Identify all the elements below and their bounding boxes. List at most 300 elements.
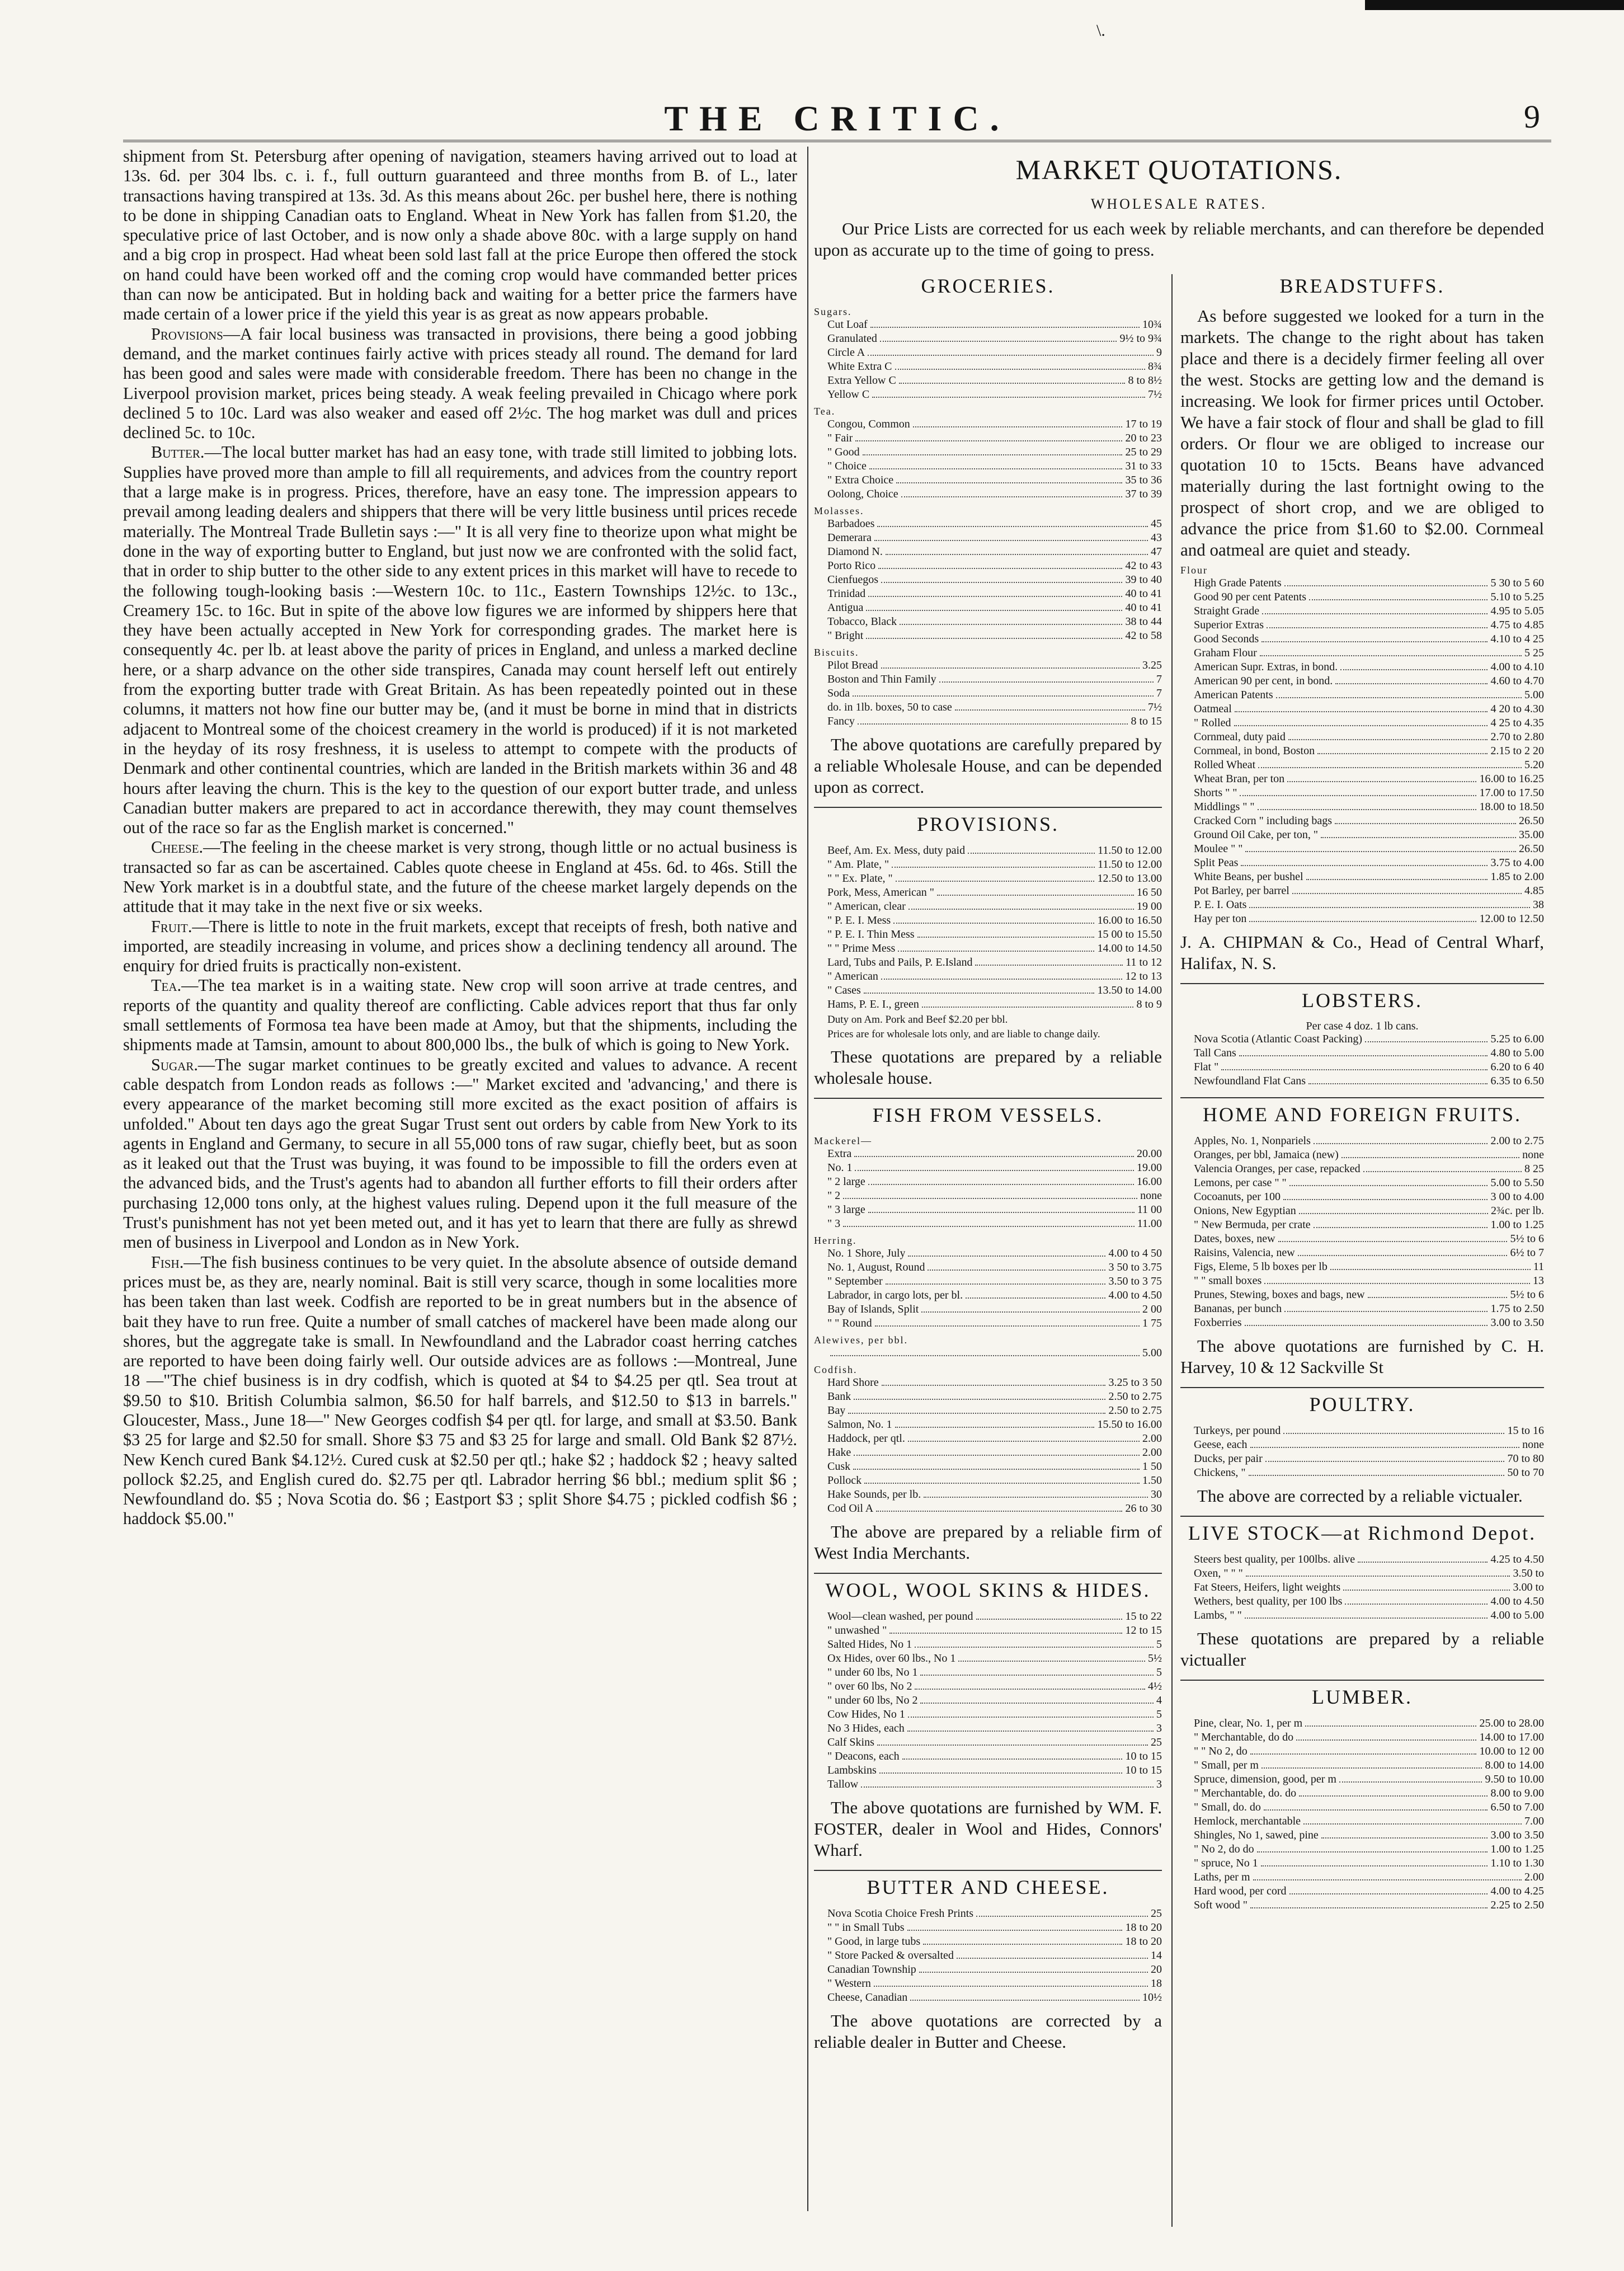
item-label: Newfoundland Flat Cans [1194,1075,1306,1087]
price-row [1180,1898,1544,1912]
group-heading: Tea. [814,406,836,417]
price-row [814,1949,1162,1963]
item-price: 10 to 15 [1125,1750,1162,1762]
leader-dots [879,1764,1123,1774]
item-label: " Western [827,1977,871,1990]
item-price: 5 25 [1524,647,1544,659]
item-price: 2.25 to 2.50 [1490,1899,1544,1911]
fish-title: FISH FROM VESSELS. [814,1098,1162,1127]
item-price: 42 to 58 [1125,629,1162,642]
item-price: 26.50 [1519,843,1544,855]
item-label: Pollock [827,1474,862,1487]
leader-dots [893,914,1094,924]
item-label: Bay [827,1404,846,1417]
item-label: Oxen, " " " [1194,1567,1243,1579]
item-label: " American [827,970,878,982]
item-label: Graham Flour [1194,647,1257,659]
price-row [814,332,1162,346]
price-row [1180,758,1544,772]
leader-dots [1365,1032,1488,1042]
item-label: Barbadoes [827,518,875,530]
item-label: Figs, Eleme, 5 lb boxes per lb [1194,1261,1328,1273]
item-label: Valencia Oranges, per case, repacked [1194,1163,1361,1175]
leader-dots [976,1610,1123,1620]
item-price: 4.95 to 5.05 [1490,605,1544,617]
price-row [814,1907,1162,1921]
item-price: 70 to 80 [1507,1452,1544,1465]
fruits-section [1180,1097,1544,1378]
item-label: Congou, Common [827,418,910,430]
leader-dots [1262,604,1488,614]
groceries-section [814,274,1162,798]
price-row [1180,1260,1544,1274]
leader-dots [920,1666,1154,1676]
group-heading: Sugars. [814,306,852,317]
item-price: 20 [1151,1963,1162,1976]
price-row [814,714,1162,728]
group-heading: Biscuits. [814,647,859,658]
item-label: Diamond N. [827,546,883,558]
item-label: Nova Scotia (Atlantic Coast Packing) [1194,1033,1363,1045]
price-row [1180,1060,1544,1074]
item-price: 19 00 [1137,900,1162,913]
price-row [814,346,1162,360]
market-subtitle: WHOLESALE RATES. [1090,196,1268,212]
item-label: " Merchantable, do do [1194,1731,1294,1743]
item-price: 4.00 to 4.10 [1490,661,1544,673]
leader-dots [924,1488,1148,1498]
leader-dots [1340,660,1488,670]
item-label: " " small boxes [1194,1275,1262,1287]
leader-dots [877,1736,1148,1746]
item-label: No 3 Hides, each [827,1722,905,1734]
price-row [814,970,1162,984]
leader-dots [1289,1176,1488,1186]
item-label: Chickens, " [1194,1466,1246,1479]
groceries-note: The above quotations are carefully prepared by a reliable Wholesale House, and can be depended upon as correct. [814,735,1162,797]
item-label: Hay per ton [1194,913,1247,925]
item-label: " Am. Plate, " [827,858,889,871]
price-row [1180,1745,1544,1759]
price-row [814,1446,1162,1460]
leader-dots [922,998,1134,1008]
price-row [1180,1438,1544,1452]
item-price: 2.00 [1524,1871,1544,1883]
price-row [814,629,1162,643]
leader-dots [1368,1288,1508,1298]
price-row [814,388,1162,402]
price-row [814,1778,1162,1792]
item-price: 4.00 to 4 50 [1108,1247,1162,1259]
leader-dots [1246,1567,1510,1577]
item-price: 4.00 to 4.50 [1490,1595,1544,1607]
price-row [1180,744,1544,758]
leader-dots [1335,814,1516,824]
item-price: 5.00 to 5.50 [1490,1177,1544,1189]
item-label: Haddock, per qtl. [827,1432,905,1445]
price-row [814,601,1162,615]
item-price: 4 20 to 4.30 [1490,703,1544,715]
article-column [123,147,797,2234]
price-row [1180,688,1544,702]
item-price: 5 [1156,1638,1162,1651]
item-price: 15 to 22 [1125,1610,1162,1623]
price-row [814,1921,1162,1935]
livestock-section [1180,1516,1544,1671]
item-label: Extra Yellow C [827,374,896,387]
leader-dots [853,687,1154,697]
price-row [1180,632,1544,646]
paragraph-text: .—There is little to note in the fruit markets, except that receipts of fresh, both native and imported, are steadily increasing in volume, and prices show a declining tendency all around. The enquiry for dried fruits is practically non-existent. [123,916,797,976]
item-label: Shorts " " [1194,787,1237,799]
leader-dots [1264,1274,1530,1284]
item-price: 7½ [1148,701,1162,713]
price-row [1180,1466,1544,1480]
leader-dots [1245,842,1516,852]
leader-dots [854,1147,1134,1157]
price-row [814,1161,1162,1175]
price-row [814,673,1162,687]
price-row [1180,1800,1544,1814]
item-label: Good Seconds [1194,633,1259,645]
leader-dots [881,970,1123,980]
price-row [814,587,1162,601]
price-row [814,1261,1162,1275]
price-row [814,956,1162,970]
item-label: American Supr. Extras, in bond. [1194,661,1338,673]
fine-print: Duty on Am. Pork and Beef $2.20 per bbl. [827,1014,1008,1026]
article-paragraph [123,1055,797,1253]
item-price: 11.50 to 12.00 [1098,844,1162,857]
item-price: 7 [1156,687,1162,699]
paragraph-heading: Cheese [151,838,199,857]
price-row [814,872,1162,886]
item-price: 3 00 to 4.00 [1490,1191,1544,1203]
item-label: Bank [827,1390,851,1403]
item-label: " Deacons, each [827,1750,900,1762]
leader-dots [1341,1148,1519,1158]
market-intro: Our Price Lists are corrected for us each week by reliable merchants, and can therefore be depended upon as accurate up to the time of going to press. [814,219,1544,260]
butter-title: BUTTER AND CHEESE. [814,1870,1162,1899]
item-price: 3 50 to 3.75 [1108,1261,1162,1273]
leader-dots [878,559,1122,569]
item-price: none [1522,1149,1544,1161]
fine-print: Prices are for wholesale lots only, and are liable to change daily. [827,1028,1100,1040]
item-price: 6½ to 7 [1510,1247,1544,1259]
item-label: Cut Loaf [827,318,868,331]
item-price: 2.70 to 2.80 [1490,731,1544,743]
price-row [814,1203,1162,1217]
item-label: " P. E. I. Mess [827,914,891,927]
leader-dots [1321,1828,1488,1839]
item-price: 4½ [1148,1680,1162,1692]
price-row [1180,716,1544,730]
leader-dots [1261,1759,1482,1769]
price-row [1180,702,1544,716]
item-price: 2.50 to 2.75 [1108,1390,1162,1403]
item-label: Trinidad [827,587,866,600]
leader-dots [913,417,1123,427]
item-price: 13.50 to 14.00 [1097,984,1162,996]
group-heading: Herring. [814,1235,857,1246]
item-label: Hard wood, per cord [1194,1885,1287,1897]
price-row [1180,1190,1544,1204]
item-price: 17.00 to 17.50 [1479,787,1544,799]
leader-dots [1343,1581,1510,1591]
item-label: Foxberries [1194,1316,1242,1329]
item-price: 20.00 [1137,1148,1162,1160]
leader-dots [892,858,1095,868]
price-row [814,700,1162,714]
item-price: 3.50 to 3 75 [1108,1275,1162,1287]
item-price: 18.00 to 18.50 [1479,801,1544,813]
item-label: " September [827,1275,883,1287]
price-row [814,1638,1162,1652]
price-row [814,318,1162,332]
price-row [1180,1074,1544,1088]
item-price: 17 to 19 [1125,418,1162,430]
price-row [814,1418,1162,1432]
item-price: 18 to 20 [1125,1921,1162,1934]
item-price: 35.00 [1519,829,1544,841]
price-row [1180,730,1544,744]
item-price: 9.50 to 10.00 [1485,1773,1544,1785]
item-label: " 2 [827,1189,841,1202]
price-row [814,1666,1162,1680]
item-price: 10½ [1142,1991,1162,2004]
leader-dots [1339,1772,1482,1783]
item-price: 39 to 40 [1125,573,1162,586]
item-label: Porto Rico [827,559,876,572]
item-label: Onions, New Egyptian [1194,1205,1296,1217]
price-row [814,1610,1162,1624]
item-price: 7 [1156,673,1162,685]
item-label: Ox Hides, over 60 lbs., No 1 [827,1652,956,1665]
item-price: 3 [1156,1722,1162,1734]
item-label: Wheat Bran, per ton [1194,773,1285,785]
leader-dots [1309,590,1488,600]
item-price: 38 to 44 [1125,615,1162,628]
item-price: 5½ [1148,1652,1162,1665]
item-price: 30 [1151,1488,1162,1501]
leader-dots [1283,1424,1504,1434]
item-label: Superior Extras [1194,619,1264,631]
leader-dots [1296,1731,1476,1741]
leader-dots [907,1722,1154,1732]
item-price: 15.50 to 16.00 [1097,1418,1162,1431]
item-label: Bay of Islands, Split [827,1303,919,1315]
price-row [1180,1288,1544,1302]
price-row [1180,1274,1544,1288]
group-heading: Molasses. [814,505,864,516]
leader-dots [1276,688,1522,698]
price-row [814,858,1162,872]
article-paragraph [123,443,797,838]
price-row [814,1502,1162,1516]
paragraph-text: .—The fish business continues to be very quiet. In the absolute absence of outside demand prices must be, as they are, nearly nominal. Bait is still very scarce, though in some localities more has been taken than last week. Codfish are reported to be in great numbers but in the absence of bait they have to run free. Quite a number of small catches of mackerel have been made along our shores, but the aggregate take is small. In Newfoundland and the Labrador coast herring catches are reported to have been doing fairly well. Our outside advices are as follows :—Montreal, June 18 —"The chief business is in dry codfish, which is quoted at $4 to $4.25 per qtl. Sea trout at $9.50 to $10. British Columbia salmon, $6.50 for half barrels, and $12.50 to $13 in barrels." Gloucester, Mass., June 18—" New Georges codfish $4 per qtl. for large, and small at $3.50. Bank $3 25 for large and $2.50 for small. Shore $3 75 and $3 25 for large and small. Old Bank $2 87½. New Kench cured Bank $4.12½. Cured cusk at $2.50 per qtl.; hake $2 ; haddock $2 ; heavy salted pollock $2.25, and English cured do. $2.75 per qtl. Labrador herring $6 bbl.; medium split $6 ; Newfoundland do. $5 ; Nova Scotia do. $6 ; Eastport $3 ; split Shore $4.75 ; pickled codfish $6 ; haddock $5.00." [123,1252,797,1529]
item-label: " Merchantable, do. do [1194,1787,1297,1799]
item-label: Hake [827,1446,851,1459]
item-label: Fancy [827,715,855,727]
price-row [814,914,1162,928]
item-price: 11 00 [1137,1203,1162,1216]
item-price: 45 [1151,518,1162,530]
header-rule [123,140,1551,142]
leader-dots [1265,1452,1505,1462]
leader-dots [1267,618,1488,628]
leader-dots [877,517,1148,527]
leader-dots [1306,870,1488,880]
column-divider [807,147,808,2211]
market-quotations [814,147,1544,2234]
leader-dots [908,1432,1140,1442]
item-price: 4 [1156,1694,1162,1706]
leader-dots [854,1446,1140,1456]
poultry-title: POULTRY. [1180,1387,1544,1416]
item-label: Calf Skins [827,1736,874,1748]
price-row [1180,1162,1544,1176]
lobsters-section [1180,983,1544,1088]
leader-dots [1235,702,1488,712]
item-price: 16.00 [1137,1176,1162,1188]
price-row [1180,576,1544,590]
item-label: Cracked Corn " including bags [1194,815,1333,827]
price-row [1180,772,1544,786]
item-label: Granulated [827,332,877,345]
quotations-column-right [1180,274,1544,2234]
item-label: Cod Oil A [827,1502,874,1515]
price-row [1180,1218,1544,1232]
poultry-note: The above are corrected by a reliable victualer. [1197,1486,1523,1506]
leader-dots [1321,828,1516,838]
market-title: MARKET QUOTATIONS. [1015,154,1343,185]
leader-dots [1249,898,1530,908]
item-price: 3.50 to [1513,1567,1544,1579]
leader-dots [868,346,1154,356]
paragraph-text: shipment from St. Petersburg after opening of navigation, steamers having arrived out to load at 13s. 6d. per 304 lbs. c. i. f., full outturn guaranteed and three months from B. of L., later transactions having transpired at 13s. 3d. As this means about 26c. per bushel here, there is nothing to be done in shipping Canadian oats to England. Wheat in New York has fallen from $1.20, the speculative price of last October, and is now only a shade above 80c. with a large supply on hand and a big crop in prospect. Had wheat been sold last fall at the price Europe then offered the stock on hand could have been worked off and the coming crop would have commanded better prices than can now be anticipated. But in holding back and waiting for a better price the farmers have made certain of a lower price if the yield this year is as great as now appears probable. [123,147,797,324]
leader-dots [968,844,1095,854]
fish-note: The above are prepared by a reliable firm of West India Merchants. [814,1522,1162,1563]
price-row [814,431,1162,445]
leader-dots [915,1680,1145,1690]
item-label: Demerara [827,532,872,544]
leader-dots [1250,1745,1477,1755]
item-label: Salted Hides, No 1 [827,1638,912,1651]
item-price: 10 to 15 [1125,1764,1162,1776]
wool-section [814,1573,1162,1861]
leader-dots [908,1708,1154,1718]
leader-dots [901,487,1123,497]
item-label: " American, clear [827,900,906,913]
item-price: 4.75 to 4.85 [1490,619,1544,631]
item-label: Cusk [827,1460,851,1473]
item-label: Wool—clean washed, per pound [827,1610,973,1623]
leader-dots [928,1261,1105,1271]
leader-dots [1258,800,1477,810]
item-label: White Beans, per bushel [1194,871,1303,883]
item-label: Lambskins [827,1764,877,1776]
item-label: do. in 1lb. boxes, 50 to case [827,701,952,713]
leader-dots [1314,1218,1488,1228]
item-price: 11.50 to 12.00 [1098,858,1162,871]
leader-dots [875,1316,1140,1327]
price-row [814,1189,1162,1203]
livestock-title: LIVE STOCK—at Richmond Depot. [1180,1516,1544,1545]
leader-dots [975,956,1123,966]
leader-dots [1308,1074,1488,1084]
price-row [814,1991,1162,2005]
breadstuffs-section [1180,274,1544,974]
item-label: Moulee " " [1194,843,1243,855]
item-price: 47 [1151,546,1162,558]
leader-dots [881,659,1140,669]
item-price: 4.00 to 5.00 [1490,1609,1544,1621]
price-row [814,1736,1162,1750]
item-label: Split Peas [1194,857,1239,869]
item-price: 8 to 9 [1136,998,1162,1010]
butter-note: The above quotations are corrected by a reliable dealer in Butter and Cheese. [814,2011,1162,2052]
price-row [814,984,1162,998]
item-price: 5 [1156,1666,1162,1678]
price-row [814,928,1162,942]
price-row [1180,842,1544,856]
price-row [1180,1424,1544,1438]
item-price: none [1140,1189,1162,1202]
price-row [1180,604,1544,618]
leader-dots [1289,1884,1488,1894]
leader-dots [939,673,1154,683]
wool-note: The above quotations are furnished by WM. F. FOSTER, dealer in Wool and Hides, Connors' Wharf. [814,1798,1162,1860]
leader-dots [889,1624,1122,1634]
leader-dots [955,700,1145,711]
item-price: 5½ to 6 [1510,1289,1544,1301]
item-price: 12.00 to 12.50 [1479,913,1544,925]
top-mark: \. [1096,21,1105,40]
leader-dots [1278,1232,1508,1242]
leader-dots [843,1217,1135,1227]
leader-dots [864,984,1095,994]
item-label: American Patents [1194,689,1273,701]
leader-dots [848,1404,1105,1414]
price-row [814,1652,1162,1666]
item-price: 7.00 [1524,1815,1544,1827]
price-row [1180,1856,1544,1870]
leader-dots [1299,1204,1488,1214]
breadstuffs-title: BREADSTUFFS. [1279,275,1445,297]
leader-dots [1317,744,1488,754]
price-row [1180,1032,1544,1046]
leader-dots [966,1289,1105,1299]
price-row [814,1750,1162,1764]
item-price: 6.50 to 7.00 [1490,1801,1544,1813]
item-label: " " Prime Mess [827,942,896,955]
item-price: 4.60 to 4.70 [1490,675,1544,687]
item-price: 6.35 to 6.50 [1490,1075,1544,1087]
provisions-title: PROVISIONS. [814,807,1162,836]
leader-dots [1249,1466,1505,1476]
price-row [1180,1731,1544,1745]
price-row [1180,1204,1544,1218]
item-label: Circle A [827,346,865,359]
item-price: 18 [1151,1977,1162,1990]
item-price: 9½ to 9¾ [1119,332,1162,345]
item-label: " Rolled [1194,717,1231,729]
price-row [1180,1884,1544,1898]
item-price: 18 to 20 [1125,1935,1162,1948]
item-label: Extra [827,1148,852,1160]
price-row [814,615,1162,629]
lobsters-title: LOBSTERS. [1180,983,1544,1012]
